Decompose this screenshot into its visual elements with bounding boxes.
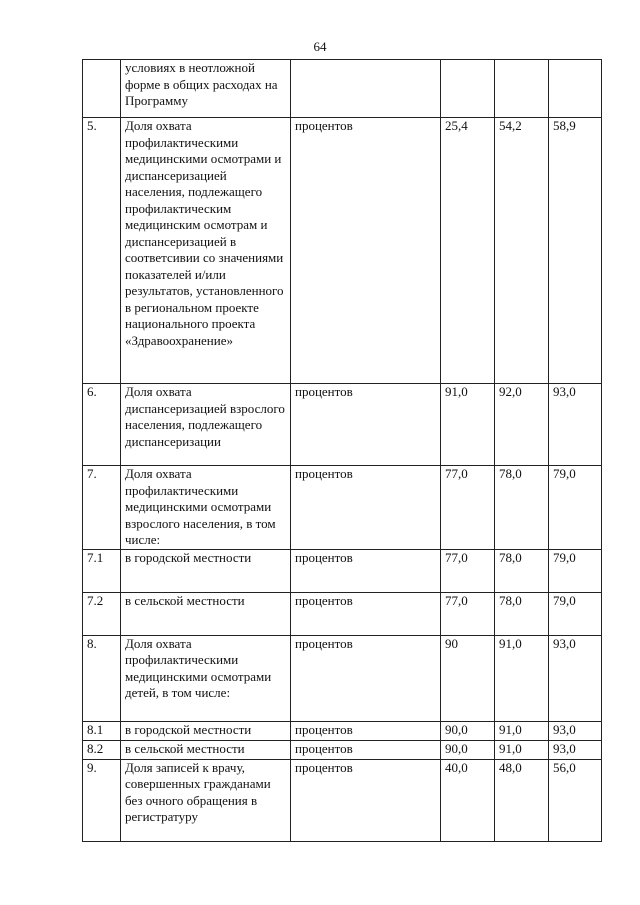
value-year-1: 90,0 bbox=[441, 740, 495, 759]
table-row bbox=[83, 466, 602, 550]
row-number bbox=[83, 60, 121, 118]
value-year-2: 78,0 bbox=[495, 592, 549, 635]
value-year-2: 48,0 bbox=[495, 759, 549, 841]
unit-cell: процентов bbox=[291, 466, 441, 550]
value-year-3: 93,0 bbox=[549, 721, 602, 740]
indicators-table-body bbox=[83, 60, 602, 842]
table-row bbox=[83, 384, 602, 466]
value-year-3: 58,9 bbox=[549, 118, 602, 384]
value-year-3: 93,0 bbox=[549, 635, 602, 721]
value-year-2: 54,2 bbox=[495, 118, 549, 384]
value-year-1: 91,0 bbox=[441, 384, 495, 466]
table-row bbox=[83, 549, 602, 592]
value-year-3: 93,0 bbox=[549, 384, 602, 466]
row-number: 8.1 bbox=[83, 721, 121, 740]
row-number: 9. bbox=[83, 759, 121, 841]
indicator-name: условиях в неотложной форме в общих расходах на Программу bbox=[121, 60, 291, 118]
row-number: 8.2 bbox=[83, 740, 121, 759]
page-number: 64 bbox=[313, 39, 327, 54]
value-year-3: 93,0 bbox=[549, 740, 602, 759]
table-row bbox=[83, 759, 602, 841]
indicator-name: Доля охвата диспансеризацией взрослого населения, подлежащего диспансеризации bbox=[121, 384, 291, 466]
table-row bbox=[83, 118, 602, 384]
indicator-name: Доля охвата профилактическими медицинскими осмотрами детей, в том числе: bbox=[121, 635, 291, 721]
value-year-2: 91,0 bbox=[495, 740, 549, 759]
value-year-2: 78,0 bbox=[495, 549, 549, 592]
value-year-3: 56,0 bbox=[549, 759, 602, 841]
indicator-name: в сельской местности bbox=[121, 592, 291, 635]
indicators-table bbox=[82, 59, 602, 842]
value-year-3: 79,0 bbox=[549, 549, 602, 592]
unit-cell: процентов bbox=[291, 721, 441, 740]
indicator-name: Доля записей к врачу, совершенных гражданами без очного обращения в регистратуру bbox=[121, 759, 291, 841]
value-year-2: 91,0 bbox=[495, 635, 549, 721]
value-year-1: 77,0 bbox=[441, 466, 495, 550]
indicator-name: в городской местности bbox=[121, 721, 291, 740]
table-row bbox=[83, 592, 602, 635]
indicator-name: в сельской местности bbox=[121, 740, 291, 759]
table-row bbox=[83, 60, 602, 118]
indicator-name: Доля охвата профилактическими медицинскими осмотрами и диспансеризацией населения, подлежащего профилактическим медицинским осмотрам и диспансеризацией в соответсивии со значениями показателей и/или результатов, установленного в региональном проекте национального проекта «Здравоохранение» bbox=[121, 118, 291, 384]
value-year-1: 40,0 bbox=[441, 759, 495, 841]
row-number: 7. bbox=[83, 466, 121, 550]
row-number: 6. bbox=[83, 384, 121, 466]
row-number: 7.2 bbox=[83, 592, 121, 635]
unit-cell: процентов bbox=[291, 384, 441, 466]
row-number: 8. bbox=[83, 635, 121, 721]
unit-cell: процентов bbox=[291, 549, 441, 592]
value-year-1: 90,0 bbox=[441, 721, 495, 740]
value-year-2: 78,0 bbox=[495, 466, 549, 550]
table-row bbox=[83, 740, 602, 759]
table-row bbox=[83, 635, 602, 721]
value-year-1: 77,0 bbox=[441, 549, 495, 592]
row-number: 7.1 bbox=[83, 549, 121, 592]
value-year-1: 90 bbox=[441, 635, 495, 721]
value-year-2 bbox=[495, 60, 549, 118]
unit-cell bbox=[291, 60, 441, 118]
row-number: 5. bbox=[83, 118, 121, 384]
value-year-3: 79,0 bbox=[549, 466, 602, 550]
value-year-1: 25,4 bbox=[441, 118, 495, 384]
value-year-3 bbox=[549, 60, 602, 118]
unit-cell: процентов bbox=[291, 740, 441, 759]
table-row bbox=[83, 721, 602, 740]
indicator-name: в городской местности bbox=[121, 549, 291, 592]
indicator-name: Доля охвата профилактическими медицинскими осмотрами взрослого населения, в том числе: bbox=[121, 466, 291, 550]
unit-cell: процентов bbox=[291, 759, 441, 841]
value-year-3: 79,0 bbox=[549, 592, 602, 635]
value-year-1 bbox=[441, 60, 495, 118]
unit-cell: процентов bbox=[291, 635, 441, 721]
value-year-2: 92,0 bbox=[495, 384, 549, 466]
value-year-2: 91,0 bbox=[495, 721, 549, 740]
unit-cell: процентов bbox=[291, 118, 441, 384]
value-year-1: 77,0 bbox=[441, 592, 495, 635]
unit-cell: процентов bbox=[291, 592, 441, 635]
